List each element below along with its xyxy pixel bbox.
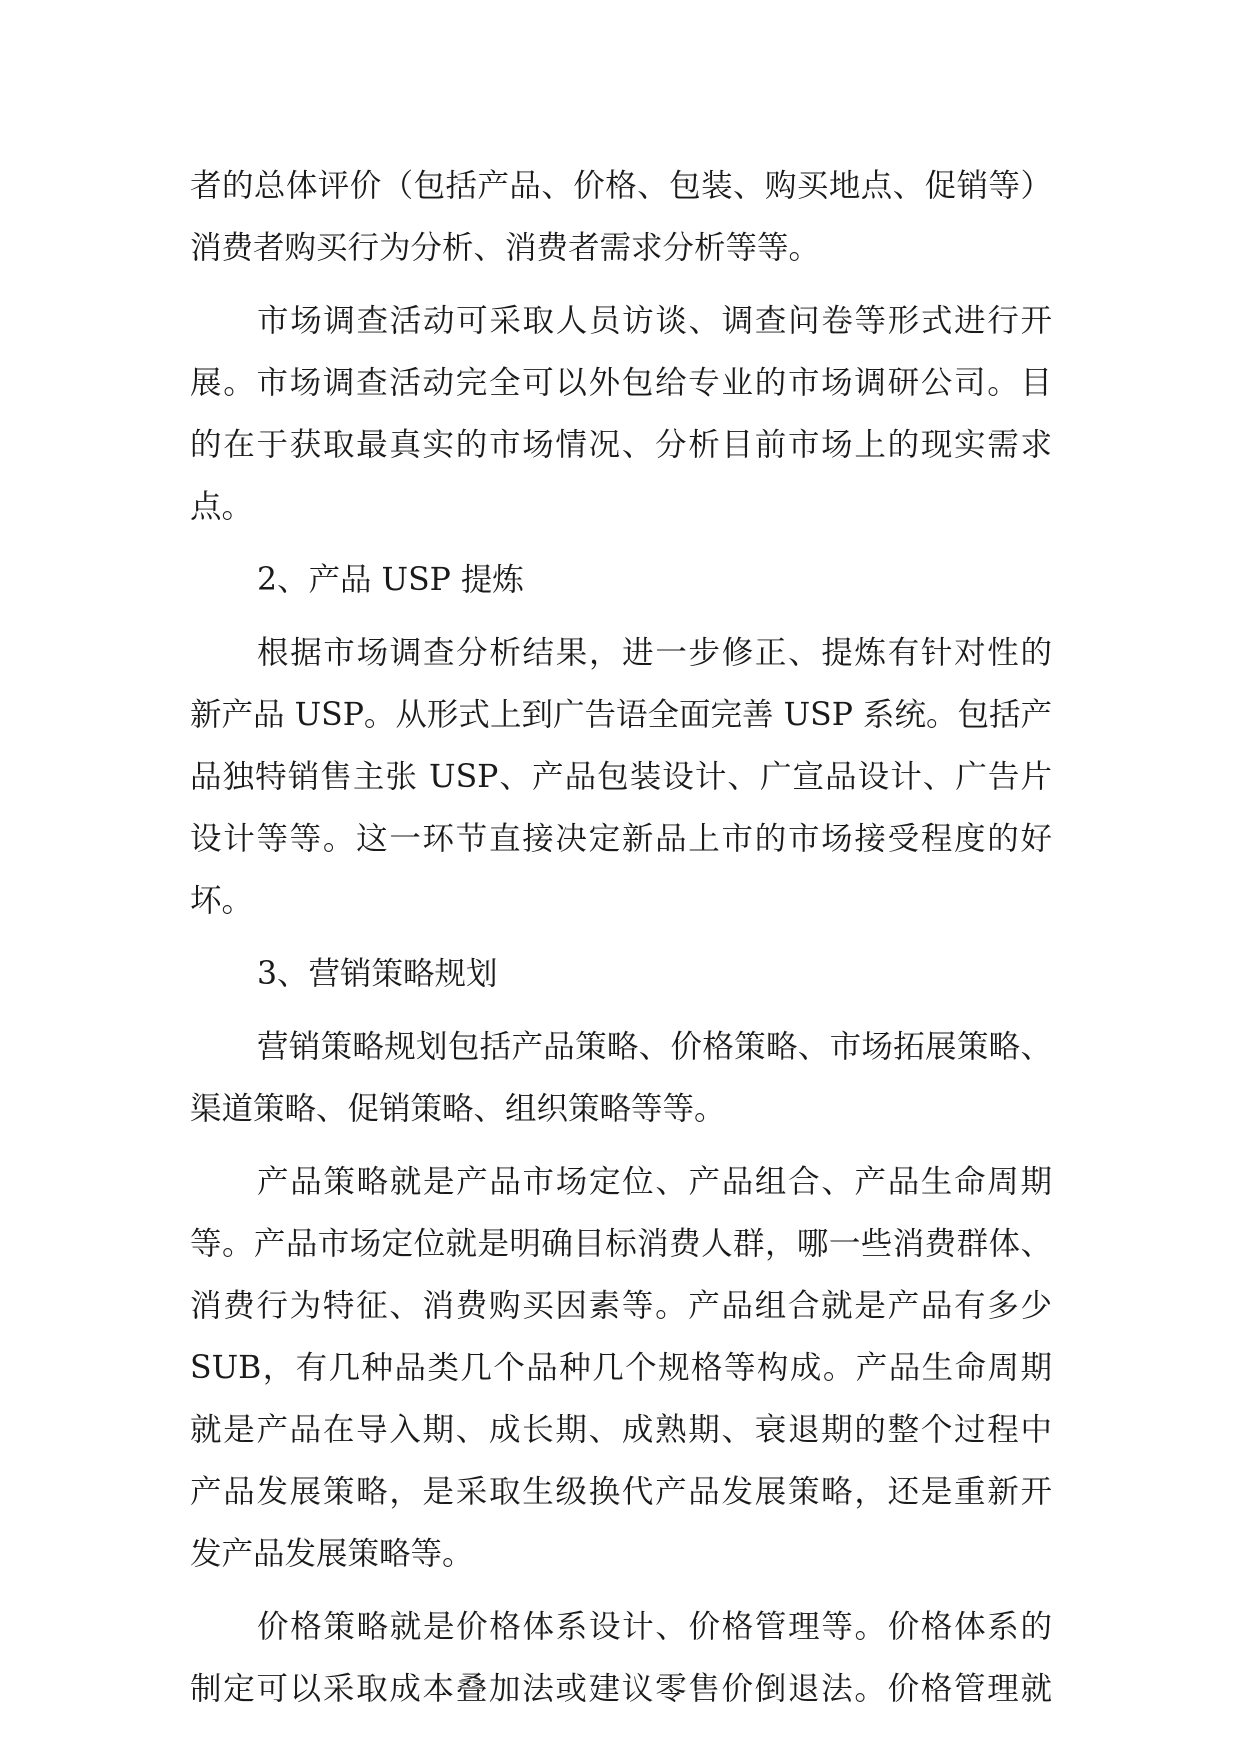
text-line: 点。 — [190, 489, 254, 525]
text-line: 消费者购买行为分析、消费者需求分析等等。 — [190, 230, 821, 266]
text-line: 坏。 — [190, 883, 254, 919]
text-line: 消费行为特征、消费购买因素等。产品组合就是产品有多少 — [190, 1288, 1052, 1324]
heading-text: 2、产品 USP 提炼 — [257, 562, 524, 598]
text-line: 设计等等。这一环节直接决定新品上市的市场接受程度的好 — [190, 821, 1052, 857]
section-heading — [190, 943, 1052, 1005]
text-line: 根据市场调查分析结果，进一步修正、提炼有针对性的 — [257, 635, 1052, 671]
text-line: 产品发展策略，是采取生级换代产品发展策略，还是重新开 — [190, 1474, 1052, 1510]
text-line: 展。市场调查活动完全可以外包给专业的市场调研公司。目 — [190, 365, 1052, 401]
paragraph — [190, 1151, 1052, 1585]
text-line: 等。产品市场定位就是明确目标消费人群，哪一些消费群体、 — [190, 1226, 1052, 1262]
section-heading — [190, 549, 1052, 611]
document-body — [190, 155, 1052, 1720]
text-line: 制定可以采取成本叠加法或建议零售价倒退法。价格管理就 — [190, 1671, 1052, 1707]
text-line: 价格策略就是价格体系设计、价格管理等。价格体系的 — [257, 1609, 1052, 1645]
text-line: 产品策略就是产品市场定位、产品组合、产品生命周期 — [257, 1164, 1052, 1200]
text-line: 发产品发展策略等。 — [190, 1536, 474, 1572]
paragraph — [190, 1016, 1052, 1140]
text-line: SUB，有几种品类几个品种几个规格等构成。产品生命周期 — [190, 1350, 1052, 1386]
text-line: 就是产品在导入期、成长期、成熟期、衰退期的整个过程中 — [190, 1412, 1052, 1448]
paragraph — [190, 155, 1052, 279]
text-line: 新产品 USP。从形式上到广告语全面完善 USP 系统。包括产 — [190, 697, 1052, 733]
paragraph — [190, 622, 1052, 932]
text-line: 渠道策略、促销策略、组织策略等等。 — [190, 1091, 726, 1127]
text-line: 的在于获取最真实的市场情况、分析目前市场上的现实需求 — [190, 427, 1052, 463]
paragraph — [190, 290, 1052, 538]
text-line: 市场调查活动可采取人员访谈、调查问卷等形式进行开 — [257, 303, 1052, 339]
text-line: 品独特销售主张 USP、产品包装设计、广宣品设计、广告片 — [190, 759, 1052, 795]
paragraph — [190, 1596, 1052, 1720]
text-line: 者的总体评价（包括产品、价格、包装、购买地点、促销等） — [190, 168, 1052, 204]
heading-text: 3、营销策略规划 — [257, 956, 498, 992]
text-line: 营销策略规划包括产品策略、价格策略、市场拓展策略、 — [257, 1029, 1052, 1065]
